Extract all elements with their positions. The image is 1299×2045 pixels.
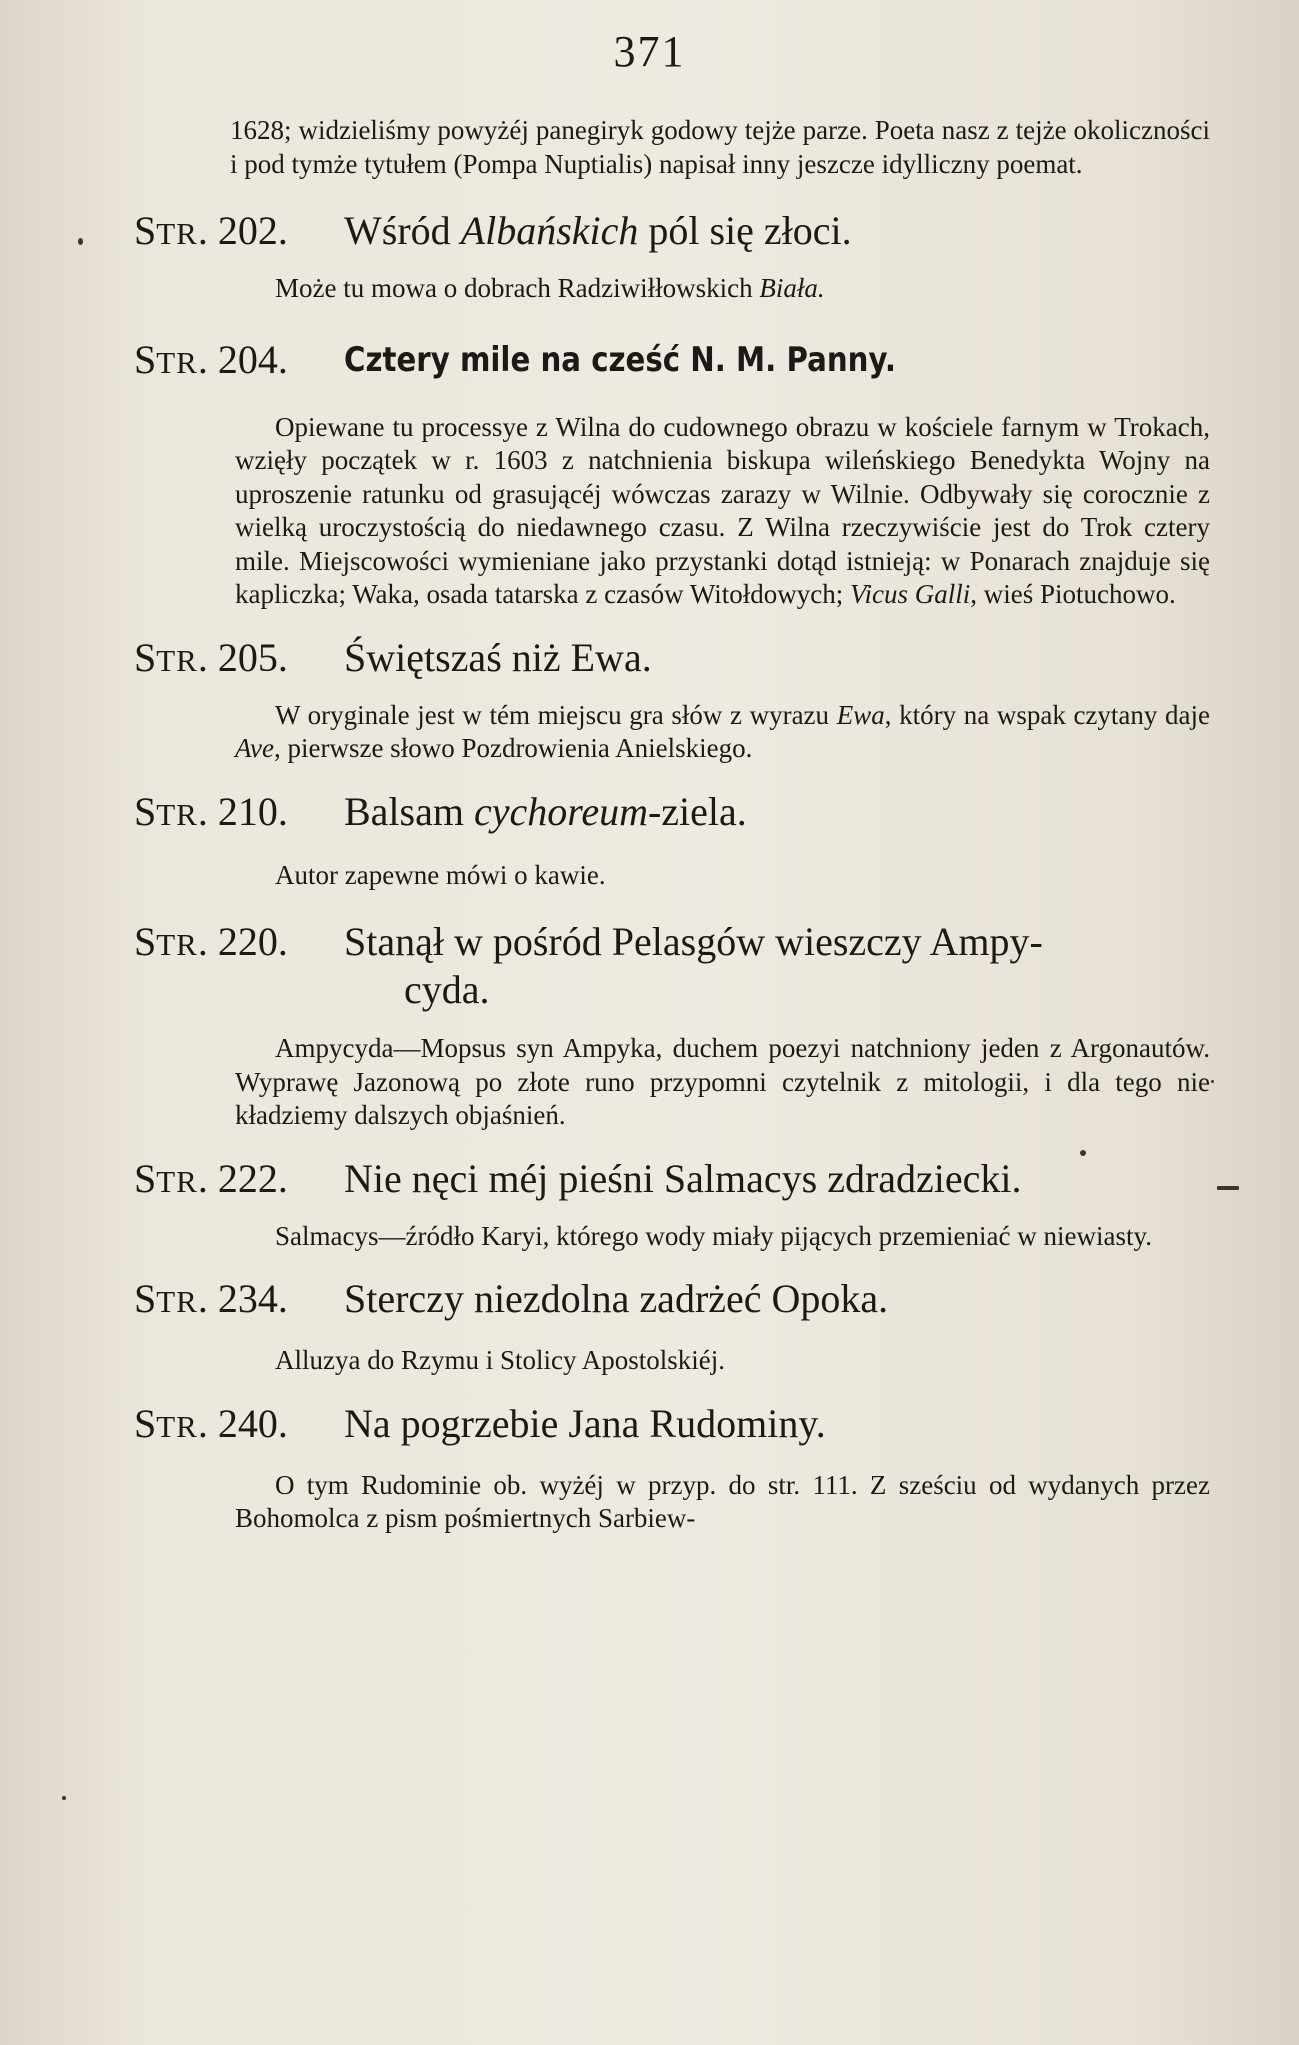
intro-line: napisał inny jeszcze idylliczny poemat.	[658, 148, 1083, 179]
entry-note: Opiewane tu processye z Wilna do cudownego obrazu w kościele farnym w Trokach, wzięły początek w r. 1603 z natchnienia biskupa wileńskiego Benedykta Wojny na uproszenie ratunku od grasującéj wówczas zarazy w Wilnie. Odbywały się corocznie z wielką uroczystością do niedawnego czasu. Z Wilna rzeczywiście jest do Trok cztery mile. Miejscowości wymieniane jako przystanki dotąd istnieją: w Ponarach znajduje się kapliczka; Waka, osada tatarska z czasów Witołdowych; Vicus Galli, wieś Piotuchowo.	[235, 411, 1210, 609]
page-reference: STR. 205.	[134, 634, 288, 680]
ink-speck	[1211, 1080, 1214, 1083]
page-reference: STR. 222.	[134, 1155, 288, 1201]
intro-paragraph	[230, 114, 1210, 181]
footnote-entry-204	[134, 336, 1210, 612]
entry-heading	[134, 207, 1210, 258]
entry-note: Może tu mowa o dobrach Radziwiłłowskich Biała.	[275, 273, 825, 303]
footnote-entry-234	[134, 1275, 1210, 1378]
entry-note: W oryginale jest w tém miejscu gra słów z wyrazu Ewa, który na wspak czytany daje Ave, pierwsze słowo Pozdrowienia Anielskiego.	[235, 699, 1211, 763]
quoted-verse: Stanął w pośród Pelasgów wieszczy Ampy- cyda.	[344, 919, 1043, 1012]
page-reference: STR. 220.	[134, 919, 288, 964]
entry-heading	[134, 336, 1210, 387]
quoted-verse: Nie nęci méj pieśni Salmacys zdradziecki.	[344, 1155, 1022, 1201]
footnote-entry-240	[134, 1400, 1210, 1536]
page-number: 371	[613, 27, 686, 76]
page-content	[134, 114, 1211, 1536]
entry-note: O tym Rudominie ob. wyżéj w przyp. do str. 111. Z sześciu od wydanych przez Bohomolca z pism pośmiertnych Sarbiew-	[235, 1469, 1210, 1533]
quoted-verse: Wśród Albańskich pól się złoci.	[344, 208, 852, 253]
footnote-entry-202	[134, 207, 1210, 306]
quoted-verse: Świętszaś niż Ewa.	[344, 634, 652, 680]
page-reference: STR. 210.	[134, 788, 288, 834]
quoted-verse: Cztery mile na cześć N. M. Panny.	[344, 339, 896, 380]
entry-note: Autor zapewne mówi o kawie.	[275, 859, 606, 890]
ink-speck	[1217, 1186, 1239, 1190]
entry-heading	[134, 634, 1210, 685]
entry-heading	[134, 788, 1210, 839]
page-reference: STR. 234.	[134, 1276, 288, 1321]
intro-line: 1628; widzieliśmy powyżéj panegiryk godowy tejże parze. Poeta	[230, 115, 942, 145]
quoted-verse: Na pogrzebie Jana Rudominy.	[344, 1400, 826, 1446]
entry-heading	[134, 1155, 1210, 1206]
footnote-entry-210	[134, 788, 1210, 893]
entry-heading	[134, 1400, 1210, 1451]
entry-heading	[134, 918, 1210, 1014]
quoted-verse: Balsam cychoreum-ziela.	[344, 788, 747, 834]
ink-speck	[62, 1796, 66, 1800]
footnote-entry-205	[134, 634, 1211, 766]
ink-speck	[78, 238, 83, 245]
page-reference: STR. 204.	[134, 336, 288, 382]
page-reference: STR. 202.	[134, 208, 288, 253]
quoted-verse: Sterczy niezdolna zadrżeć Opoka.	[344, 1276, 889, 1321]
entry-note: Ampycyda—Mopsus syn Ampyka, duchem poezyi natchniony jeden z Argonautów. Wyprawę Jazonową po złote runo przypomni czytelnik z mitologii, i dla tego nie kładziemy dalszych objaśnień.	[235, 1033, 1210, 1130]
footnote-entry-222	[134, 1155, 1210, 1254]
ink-speck	[1080, 1150, 1086, 1156]
intro-line: nasz z tejże okoliczności i pod tymże tytułem (Pompa Nuptialis)	[230, 115, 1210, 179]
footnote-entry-220	[134, 918, 1210, 1133]
entry-heading	[134, 1275, 1210, 1326]
entry-note: Salmacys—źródło Karyi, którego wody miały pijących przemieniać w niewiasty.	[275, 1220, 1152, 1251]
entry-note: Alluzya do Rzymu i Stolicy Apostolskiéj.	[275, 1345, 725, 1375]
page-reference: STR. 240.	[134, 1400, 288, 1446]
